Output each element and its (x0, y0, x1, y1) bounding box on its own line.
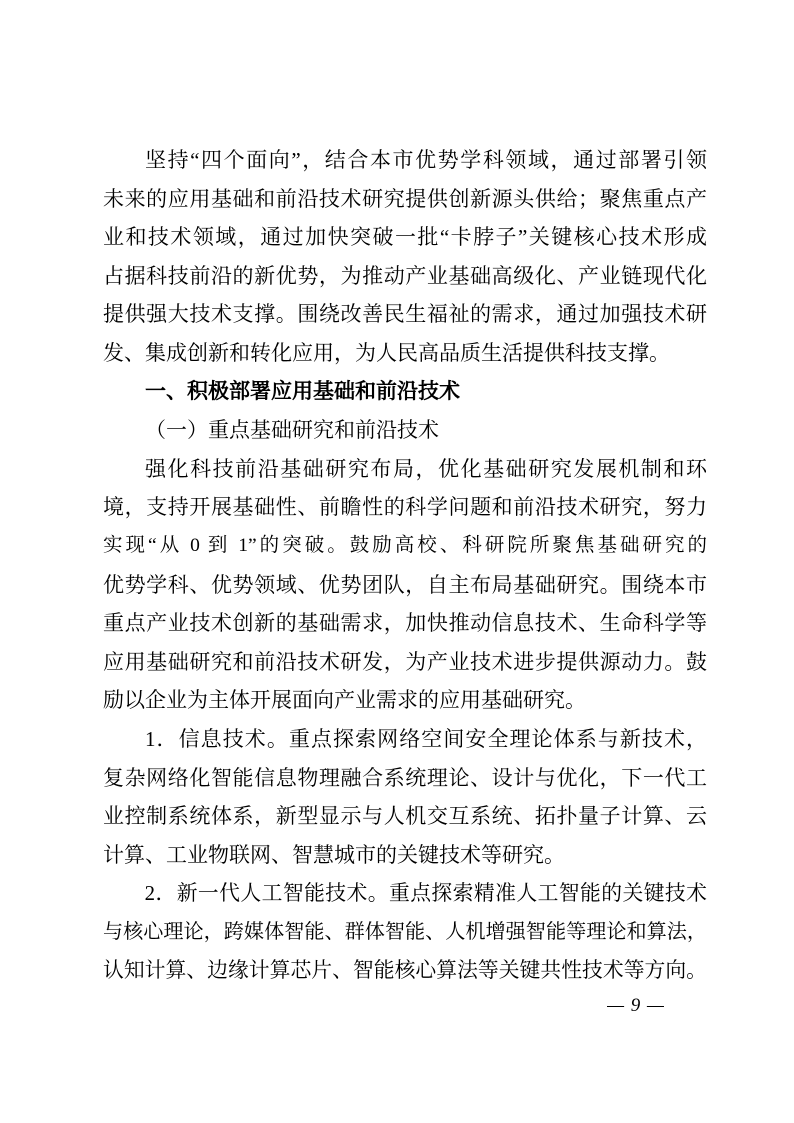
opening-paragraph-line: 占据科技前沿的新优势，为推动产业基础高级化、产业链现代化 (103, 263, 707, 288)
basic-research-paragraph-line: 境，支持开展基础性、前瞻性的科学问题和前沿技术研究，努力 (103, 495, 707, 520)
opening-paragraph-line: 坚持“四个面向”，结合本市优势学科领域，通过部署引领 (145, 148, 707, 172)
basic-research-paragraph-line: 实现“从 0 到 1”的突破。鼓励高校、科研院所聚焦基础研究的 (103, 534, 707, 556)
opening-paragraph-line: 未来的应用基础和前沿技术研究提供创新源头供给；聚焦重点产 (103, 186, 707, 211)
opening-paragraph (103, 141, 707, 373)
basic-research-paragraph-line: 励以企业为主体开展面向产业需求的应用基础研究。 (103, 688, 586, 713)
item-2-ai-technology-line: 认知计算、边缘计算芯片、智能核心算法等关键共性技术等方向。 (103, 958, 707, 983)
section-heading (103, 373, 707, 412)
item-2-ai-technology-line: 2．新一代人工智能技术。重点探索精准人工智能的关键技术 (144, 881, 707, 906)
item-1-information-technology (103, 720, 707, 874)
page-number-label: — 9 — (607, 995, 665, 1016)
basic-research-paragraph-line: 强化科技前沿基础研究布局，优化基础研究发展机制和环 (145, 456, 707, 481)
basic-research-paragraph-line: 应用基础研究和前沿技术研发，为产业技术进步提供源动力。鼓 (103, 649, 707, 674)
basic-research-paragraph-line: 优势学科、优势领域、优势团队，自主布局基础研究。围绕本市 (103, 572, 707, 597)
item-1-information-technology-line: 计算、工业物联网、智慧城市的关键技术等研究。 (103, 842, 565, 867)
subsection-heading-line: （一）重点基础研究和前沿技术 (145, 418, 439, 443)
subsection-heading (103, 411, 707, 450)
opening-paragraph-line: 发、集成创新和转化应用，为人民高品质生活提供科技支撑。 (103, 340, 670, 365)
item-2-ai-technology (103, 874, 707, 990)
section-heading-line: 一、积极部署应用基础和前沿技术 (145, 379, 460, 403)
opening-paragraph-line: 业和技术领域，通过加快突破一批“卡脖子”关键核心技术形成 (103, 225, 707, 250)
basic-research-paragraph-line: 重点产业技术创新的基础需求，加快推动信息技术、生命科学等 (103, 611, 707, 636)
basic-research-paragraph (103, 450, 707, 720)
item-1-information-technology-line: 复杂网络化智能信息物理融合系统理论、设计与优化，下一代工 (103, 765, 707, 790)
item-1-information-technology-line: 业控制系统体系，新型显示与人机交互系统、拓扑量子计算、云 (103, 804, 707, 829)
item-2-ai-technology-line: 与核心理论，跨媒体智能、群体智能、人机增强智能等理论和算法， (103, 920, 707, 943)
opening-paragraph-line: 提供强大技术支撑。围绕改善民生福祉的需求，通过加强技术研 (103, 302, 707, 327)
document-body (103, 141, 707, 990)
item-1-information-technology-line: 1．信息技术。重点探索网络空间安全理论体系与新技术， (145, 726, 707, 751)
